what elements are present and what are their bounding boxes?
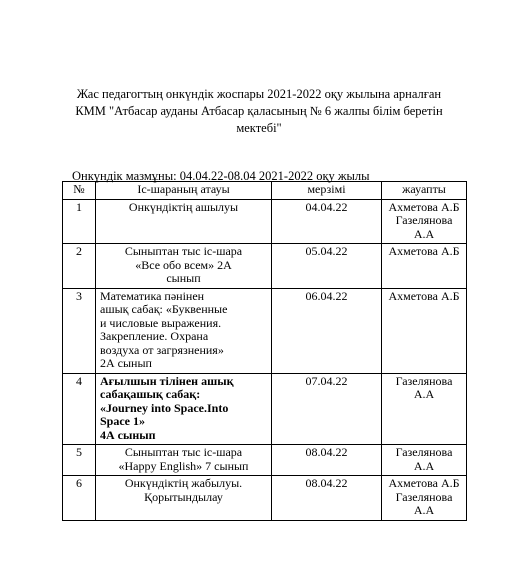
column-header-date: мерзімі bbox=[272, 182, 382, 200]
plan-table bbox=[62, 181, 467, 521]
event-line: 2А сынып bbox=[100, 356, 152, 370]
column-header-number: № bbox=[63, 182, 96, 200]
event-line: Space 1» bbox=[100, 414, 145, 428]
event-line: Сыныптан тыс іс-шара bbox=[124, 445, 243, 459]
event-line: Онкүндіктің жабылуы. bbox=[124, 476, 243, 490]
event-line: 4А сынып bbox=[100, 427, 156, 442]
responsible-line: Газелянова А.А bbox=[395, 445, 453, 473]
table-row bbox=[63, 199, 467, 244]
responsible-line: Газелянова А.А bbox=[395, 489, 453, 517]
event-date: 06.04.22 bbox=[272, 288, 382, 373]
row-number: 4 bbox=[63, 373, 96, 445]
responsible-line: Газелянова А.А bbox=[395, 373, 453, 401]
table-row bbox=[63, 445, 467, 476]
column-header-responsible: жауапты bbox=[382, 182, 467, 200]
event-line: «Все обо всем» 2А bbox=[135, 257, 232, 272]
event-line: Онкүндіктің ашылуы bbox=[128, 199, 239, 214]
event-line: Сыныптан тыс іс-шара bbox=[124, 244, 243, 258]
column-header-event: Іс-шараның атауы bbox=[96, 182, 272, 200]
table-row bbox=[63, 373, 467, 445]
event-date: 05.04.22 bbox=[272, 244, 382, 289]
event-line: и числовые выражения. bbox=[100, 315, 222, 330]
responsible bbox=[382, 476, 467, 521]
table-row bbox=[63, 288, 467, 373]
row-number: 6 bbox=[63, 476, 96, 521]
table-row bbox=[63, 476, 467, 521]
responsible-line: Газелянова А.А bbox=[395, 213, 453, 241]
event-name bbox=[96, 244, 272, 289]
event-date: 07.04.22 bbox=[272, 373, 382, 445]
responsible-line: Ахметова А.Б bbox=[388, 244, 460, 258]
event-line: сынып bbox=[166, 271, 201, 285]
event-line: Закрепление. Охрана bbox=[100, 329, 209, 343]
table-row bbox=[63, 244, 467, 289]
row-number: 1 bbox=[63, 199, 96, 244]
event-name bbox=[96, 288, 272, 373]
event-name bbox=[96, 199, 272, 244]
document-title bbox=[60, 86, 458, 137]
responsible bbox=[382, 445, 467, 476]
responsible-line: Ахметова А.Б bbox=[388, 288, 460, 303]
event-line: Математика пәнінен bbox=[100, 288, 205, 303]
event-date: 08.04.22 bbox=[272, 445, 382, 476]
responsible bbox=[382, 244, 467, 289]
event-name bbox=[96, 445, 272, 476]
event-name bbox=[96, 476, 272, 521]
responsible-line: Ахметова А.Б bbox=[388, 199, 460, 214]
event-line: «Happy English» 7 сынып bbox=[118, 458, 249, 473]
table-header-row bbox=[63, 182, 467, 200]
responsible-line: Ахметова А.Б bbox=[388, 476, 460, 490]
event-line: Қорытындылау bbox=[144, 489, 223, 504]
row-number: 5 bbox=[63, 445, 96, 476]
responsible bbox=[382, 199, 467, 244]
row-number: 2 bbox=[63, 244, 96, 289]
event-date: 08.04.22 bbox=[272, 476, 382, 521]
document-subtitle: Онкүндік мазмұны: 04.04.22-08.04 2021-2022 оқу жылы bbox=[72, 169, 370, 183]
event-line: сабақашық сабақ: bbox=[100, 387, 201, 401]
title-line-1: Жас педагогтың онкүндік жоспары 2021-2022 оқу жылына арналған bbox=[76, 87, 442, 101]
event-line: «Journey into Space.Into bbox=[100, 400, 229, 415]
title-line-2: КММ "Атбасар ауданы Атбасар қаласының № 6 жалпы білім беретін bbox=[75, 104, 443, 118]
event-line: воздуха от загрязнения» bbox=[100, 342, 224, 357]
responsible bbox=[382, 288, 467, 373]
title-line-3: мектебі" bbox=[236, 121, 282, 135]
event-line: Ағылшын тілінен ашық bbox=[100, 373, 234, 388]
row-number: 3 bbox=[63, 288, 96, 373]
responsible bbox=[382, 373, 467, 445]
event-name bbox=[96, 373, 272, 445]
event-date: 04.04.22 bbox=[272, 199, 382, 244]
event-line: ашық сабақ: «Буквенные bbox=[100, 302, 228, 316]
